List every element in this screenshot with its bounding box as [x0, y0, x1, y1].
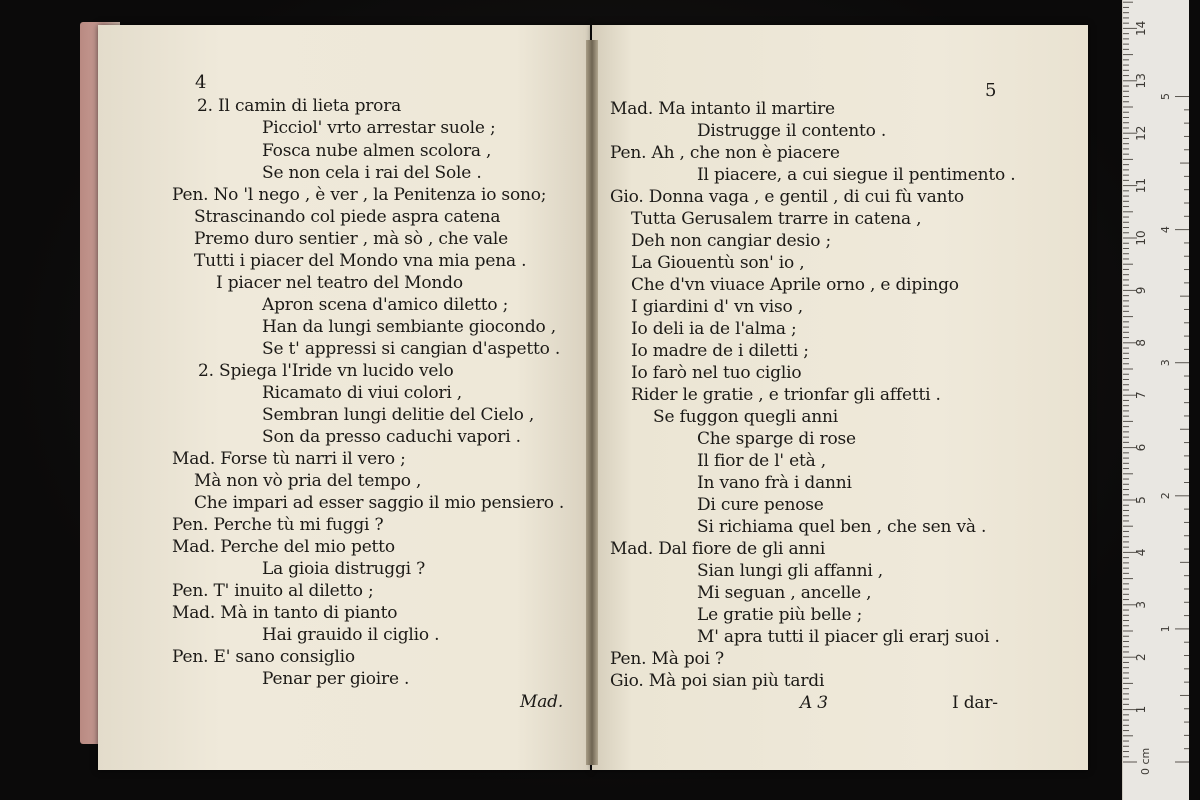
text-line: Di cure penose [697, 495, 824, 515]
text-line: Rider le gratie , e trionfar gli affetti . [631, 385, 941, 405]
text-line: Hai grauido il ciglio . [262, 625, 440, 645]
text-line: Strascinando col piede aspra catena [194, 207, 501, 227]
ruler-cm-label: 2 [1134, 653, 1148, 662]
text-line: Pen. Ah , che non è piacere [610, 143, 840, 163]
text-line: Mad. Ma intanto il martire [610, 99, 835, 119]
ruler-cm-label: 1 [1134, 705, 1148, 714]
text-line: Mà non vò pria del tempo , [194, 471, 422, 491]
ruler-cm-label: 11 [1134, 177, 1148, 194]
text-line: Mad. Forse tù narri il vero ; [172, 449, 406, 469]
text-line: La Giouentù son' io , [631, 253, 805, 273]
ruler-inch-label: 1 [1159, 625, 1172, 633]
text-line: Mi seguan , ancelle , [697, 583, 872, 603]
right-catchword: I dar- [952, 693, 998, 713]
text-line: Sian lungi gli affanni , [697, 561, 883, 581]
text-line: Son da presso caduchi vapori . [262, 427, 521, 447]
right-page-number: 5 [985, 80, 997, 101]
text-line: I giardini d' vn viso , [631, 297, 803, 317]
ruler-scale [1123, 0, 1189, 800]
ruler-cm-label: 10 [1134, 230, 1148, 246]
ruler-unit-label: 0 cm [1139, 747, 1152, 775]
ruler-inch-label: 3 [1159, 359, 1172, 367]
ruler-cm-label: 14 [1134, 20, 1148, 37]
ruler-cm-label: 6 [1134, 443, 1148, 452]
ruler-inch-label: 2 [1159, 492, 1172, 500]
text-line: Apron scena d'amico diletto ; [262, 295, 509, 315]
book-gutter [586, 40, 598, 765]
ruler-cm-label: 5 [1134, 496, 1148, 504]
text-line: Tutta Gerusalem trarre in catena , [631, 209, 922, 229]
text-line: Che sparge di rose [697, 429, 856, 449]
text-line: Io madre de i diletti ; [631, 341, 809, 361]
text-line: Che impari ad esser saggio il mio pensiero . [194, 493, 565, 513]
ruler-inch-label: 5 [1159, 93, 1172, 101]
text-line: M' apra tutti il piacer gli erarj suoi . [697, 627, 1000, 647]
text-line: Pen. T' inuito al diletto ; [172, 581, 374, 601]
text-line: Mad. Mà in tanto di pianto [172, 603, 398, 623]
text-line: Han da lungi sembiante giocondo , [262, 317, 556, 337]
text-line: Pen. No 'l nego , è ver , la Penitenza io sono; [172, 185, 547, 205]
text-line: Distrugge il contento . [697, 121, 887, 141]
text-line: Pen. E' sano consiglio [172, 647, 355, 667]
text-line: Se t' appressi si cangian d'aspetto . [262, 339, 561, 359]
ruler-cm-label: 12 [1134, 125, 1148, 141]
text-line: I piacer nel teatro del Mondo [216, 273, 463, 293]
text-line: Si richiama quel ben , che sen và . [697, 517, 987, 537]
ruler-inch-label: 4 [1159, 226, 1172, 234]
text-line: Sembran lungi delitie del Cielo , [262, 405, 535, 425]
ruler-cm-label: 9 [1134, 286, 1148, 295]
left-page-number: 4 [195, 72, 207, 93]
text-line: In vano frà i danni [697, 473, 852, 493]
left-catchword: Mad. [520, 692, 564, 712]
text-line: 2. Spiega l'Iride vn lucido velo [198, 361, 454, 381]
text-line: Tutti i piacer del Mondo vna mia pena . [194, 251, 527, 271]
text-line: Io farò nel tuo ciglio [631, 363, 802, 383]
text-line: 2. Il camin di lieta prora [197, 96, 402, 116]
ruler-cm-label: 7 [1134, 391, 1148, 400]
text-line: Che d'vn viuace Aprile orno , e dipingo [631, 275, 959, 295]
ruler-cm-label: 4 [1134, 548, 1148, 557]
signature-mark: A 3 [800, 693, 828, 713]
ruler-cm-label: 3 [1134, 600, 1148, 609]
text-line: Pen. Perche tù mi fuggi ? [172, 515, 384, 535]
text-line: Premo duro sentier , mà sò , che vale [194, 229, 508, 249]
measuring-ruler [1122, 0, 1189, 800]
ruler-cm-label: 8 [1134, 338, 1148, 347]
text-line: Il fior de l' età , [697, 451, 826, 471]
text-line: Se non cela i rai del Sole . [262, 163, 482, 183]
text-line: Mad. Perche del mio petto [172, 537, 395, 557]
text-line: Picciol' vrto arrestar suole ; [262, 118, 496, 138]
text-line: La gioia distruggi ? [262, 559, 426, 579]
text-line: Gio. Mà poi sian più tardi [610, 671, 825, 691]
text-line: Mad. Dal fiore de gli anni [610, 539, 826, 559]
text-line: Gio. Donna vaga , e gentil , di cui fù vanto [610, 187, 964, 207]
text-line: Se fuggon quegli anni [653, 407, 839, 427]
text-line: Deh non cangiar desio ; [631, 231, 832, 251]
text-line: Penar per gioire . [262, 669, 410, 689]
text-line: Fosca nube almen scolora , [262, 141, 492, 161]
text-line: Pen. Mà poi ? [610, 649, 724, 669]
text-line: Ricamato di viui colori , [262, 383, 462, 403]
text-line: Le gratie più belle ; [697, 605, 863, 625]
ruler-cm-label: 13 [1134, 73, 1148, 89]
text-line: Il piacere, a cui siegue il pentimento . [697, 165, 1016, 185]
text-line: Io deli ia de l'alma ; [631, 319, 797, 339]
